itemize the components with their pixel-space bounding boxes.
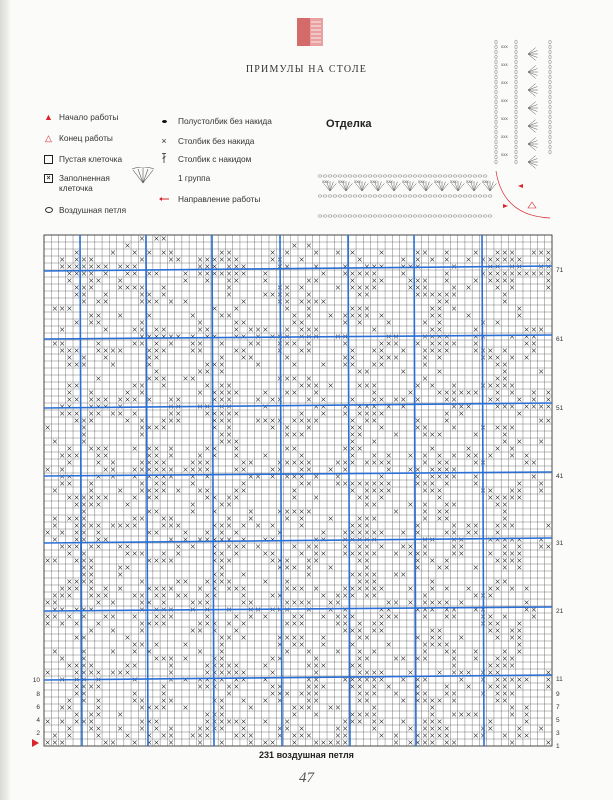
edging-sc-mark: xxx bbox=[450, 179, 457, 184]
edging-sc-mark: xxx bbox=[501, 152, 508, 157]
row-number-right: 41 bbox=[556, 473, 564, 480]
page-title: ПРИМУЛЫ НА СТОЛЕ bbox=[245, 64, 368, 75]
edging-sc-mark: xxx bbox=[482, 179, 489, 184]
edging-sc-mark: xxx bbox=[501, 134, 508, 139]
page-number: 47 bbox=[299, 770, 314, 786]
row-number-right: 11 bbox=[556, 676, 563, 683]
single-crochet-icon: × bbox=[161, 136, 167, 146]
edging-sc-mark: xxx bbox=[354, 179, 361, 184]
edging-sc-mark: xxx bbox=[501, 80, 508, 85]
row-number-right: 71 bbox=[556, 267, 564, 274]
edging-sc-mark: xxx bbox=[418, 179, 425, 184]
edging-sc-mark: xxx bbox=[322, 179, 329, 184]
edging-sc-mark: xxx bbox=[402, 179, 409, 184]
edging-sc-mark: xxx bbox=[434, 179, 441, 184]
edging-sc-mark: xxx bbox=[501, 116, 508, 121]
start-marker-icon bbox=[32, 739, 39, 747]
triangle-filled-red-icon: ▲ bbox=[44, 112, 53, 122]
edging-sc-mark: xxx bbox=[501, 98, 508, 103]
row-number-right: 31 bbox=[556, 540, 564, 547]
edging-sc-mark: xxx bbox=[501, 44, 508, 49]
triangle-outline-red-icon: △ bbox=[45, 133, 52, 143]
edging-sc-mark: xxx bbox=[501, 62, 508, 67]
edging-title: Отделка bbox=[326, 118, 372, 130]
row-number-right: 51 bbox=[556, 405, 564, 412]
edging-sc-mark: xxx bbox=[466, 179, 473, 184]
filled-square-icon: × bbox=[44, 173, 53, 183]
row-number-right: 9 bbox=[556, 691, 560, 698]
row-number-right: 5 bbox=[556, 717, 560, 724]
row-number-left: 10 bbox=[32, 677, 40, 684]
row-number-right: 21 bbox=[556, 608, 564, 615]
row-number-left: 4 bbox=[36, 717, 40, 724]
row-number-right: 3 bbox=[556, 730, 560, 737]
chain-count-label: 231 воздушная петля bbox=[259, 750, 354, 760]
row-number-right: 1 bbox=[556, 743, 560, 750]
row-number-right: 61 bbox=[556, 336, 564, 343]
edging-sc-mark: xxx bbox=[386, 179, 393, 184]
row-number-left: 6 bbox=[36, 704, 40, 711]
edging-sc-mark: xxx bbox=[370, 179, 377, 184]
row-number-right: 7 bbox=[556, 704, 560, 711]
row-number-left: 8 bbox=[36, 691, 40, 698]
edging-sc-mark: xxx bbox=[338, 179, 345, 184]
row-number-left: 2 bbox=[36, 730, 40, 737]
